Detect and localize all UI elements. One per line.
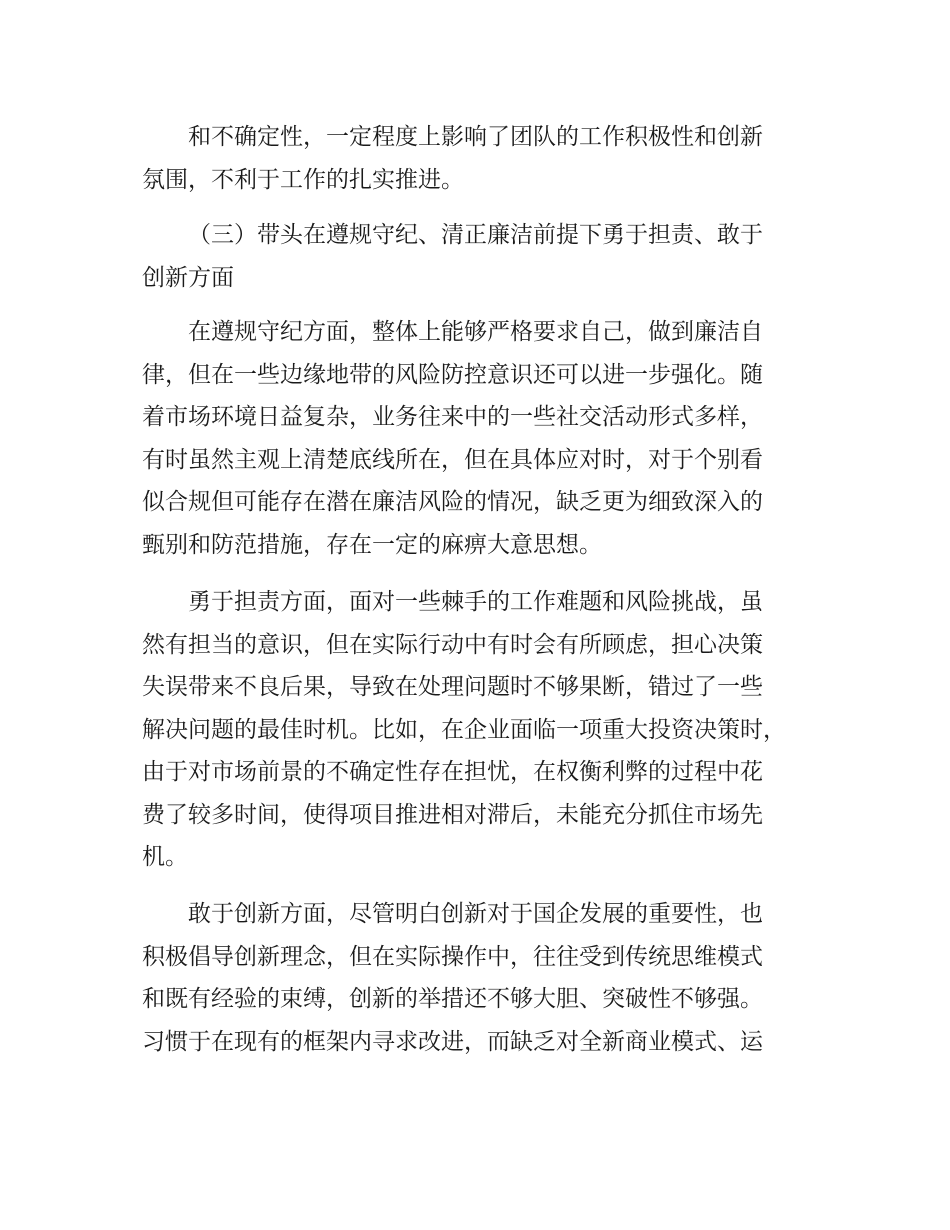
paragraph-line: 和既有经验的束缚，创新的举措还不够大胆、突破性不够强。 [142, 986, 763, 1012]
paragraph-line: 氛围，不利于工作的扎实推进。 [142, 166, 464, 193]
paragraph-line: 着市场环境日益复杂，业务往来中的一些社交活动形式多样， [142, 404, 763, 430]
paragraph-continuation [142, 116, 832, 201]
paragraph-line: 解决问题的最佳时机。比如，在企业面临一项重大投资决策时， [142, 716, 786, 743]
paragraph-discipline [142, 311, 832, 566]
paragraph-line: 甄别和防范措施，存在一定的麻痹大意思想。 [142, 531, 602, 558]
heading-line: （三）带头在遵规守纪、清正廉洁前提下勇于担责、敢于 [188, 222, 763, 248]
paragraph-line: 在遵规守纪方面，整体上能够严格要求自己，做到廉洁自 [188, 319, 763, 345]
paragraph-line: 似合规但可能存在潜在廉洁风险的情况，缺乏更为细致深入的 [142, 489, 763, 515]
paragraph-line: 失误带来不良后果，导致在处理问题时不够果断，错过了一些 [142, 674, 763, 700]
paragraph-line: 律，但在一些边缘地带的风险防控意识还可以进一步强化。随 [142, 361, 763, 388]
paragraph-line: 和不确定性，一定程度上影响了团队的工作积极性和创新 [188, 124, 763, 150]
paragraph-responsibility [142, 581, 832, 879]
paragraph-innovation [142, 893, 832, 1063]
paragraph-line: 敢于创新方面，尽管明白创新对于国企发展的重要性，也 [188, 901, 763, 927]
paragraph-line: 由于对市场前景的不确定性存在担忧，在权衡利弊的过程中花 [142, 759, 763, 785]
paragraph-line: 有时虽然主观上清楚底线所在，但在具体应对时，对于个别看 [142, 446, 763, 473]
paragraph-line: 勇于担责方面，面对一些棘手的工作难题和风险挑战，虽 [188, 589, 763, 615]
paragraph-line: 费了较多时间，使得项目推进相对滞后，未能充分抓住市场先 [142, 801, 763, 828]
paragraph-line: 习惯于在现有的框架内寻求改进，而缺乏对全新商业模式、运 [142, 1028, 763, 1055]
paragraph-line: 积极倡导创新理念，但在实际操作中，往往受到传统思维模式 [142, 943, 763, 970]
heading-line: 创新方面 [142, 264, 234, 291]
paragraph-line: 机。 [142, 844, 188, 870]
section-heading-3 [142, 214, 832, 299]
paragraph-line: 然有担当的意识，但在实际行动中有时会有所顾虑，担心决策 [142, 631, 763, 658]
